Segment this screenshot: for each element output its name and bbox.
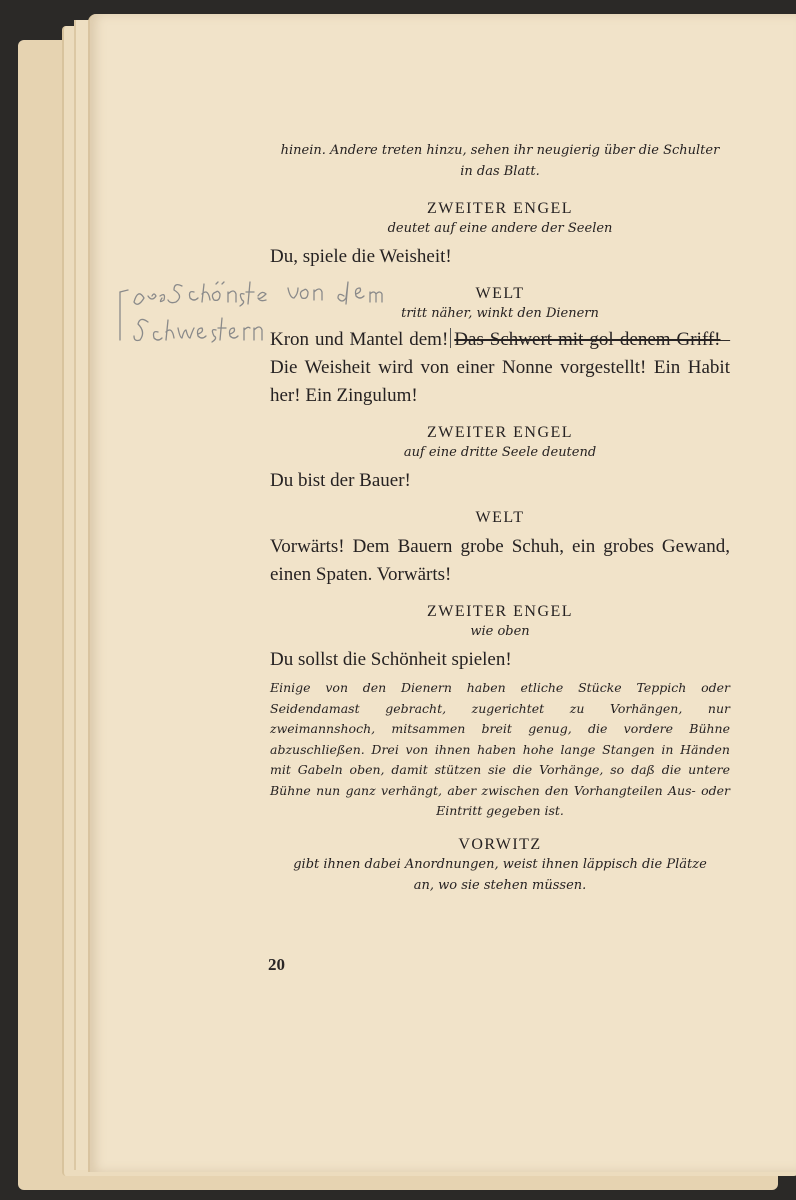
stage-direction: deutet auf eine andere der Seelen bbox=[387, 221, 613, 236]
stage-direction: tritt näher, winkt den Dienern bbox=[401, 306, 599, 321]
stage-direction: hinein. Andere treten hinzu, sehen ihr neugierig über die Schulter bbox=[280, 143, 720, 158]
page-text bbox=[270, 140, 730, 896]
struck-text: Das Schwert mit gol-denem Griff! bbox=[454, 329, 721, 350]
speaker-name: WELT bbox=[475, 509, 525, 526]
speaker-name: VORWITZ bbox=[458, 835, 542, 853]
dialogue-line: Du sollst die Schönheit spielen! bbox=[270, 649, 512, 670]
pencil-insertion-mark bbox=[450, 328, 452, 348]
stage-direction: gibt ihnen dabei Anordnungen, weist ihnen läppisch die Plätze an, wo sie stehen müssen. bbox=[293, 856, 707, 893]
page-number: 20 bbox=[268, 955, 285, 974]
stage-direction: in das Blatt. bbox=[460, 164, 540, 179]
dialogue-line: Vorwärts! Dem Bauern grobe Schuh, ein grobes Gewand, einen Spaten. Vorwärts! bbox=[270, 536, 730, 585]
dialogue-line bbox=[270, 326, 730, 410]
dialogue-line: Du bist der Bauer! bbox=[270, 470, 411, 491]
dialogue-text: Kron und Mantel dem! bbox=[270, 329, 449, 350]
dialogue-line: Du, spiele die Weisheit! bbox=[270, 246, 452, 267]
speaker-name: ZWEITER ENGEL bbox=[426, 424, 574, 441]
stage-direction: auf eine dritte Seele deutend bbox=[403, 445, 597, 460]
speaker-name: ZWEITER ENGEL bbox=[426, 200, 574, 217]
stage-direction: wie oben bbox=[470, 624, 530, 639]
dialogue-text: – Die Weisheit wird von einer Nonne vorgestellt! Ein Habit her! Ein Zingulum! bbox=[270, 329, 730, 406]
stage-direction: Einige von den Dienern haben etliche Stücke Teppich oder Seidendamast gebracht, zugerichtet zu Vorhängen, nur zweimannshoch, mitsammen breit genug, die vordere Bühne abzuschließen. Drei von ihnen haben hohe lange Stangen in Händen mit Gabeln oben, damit stützen sie die Vorhänge, so daß die untere Bühne nun ganz verhängt, aber zwischen den Vorhangteilen Aus- oder Eintritt gegeben ist. bbox=[270, 680, 730, 818]
speaker-name: WELT bbox=[475, 285, 525, 302]
speaker-name: ZWEITER ENGEL bbox=[426, 603, 574, 620]
